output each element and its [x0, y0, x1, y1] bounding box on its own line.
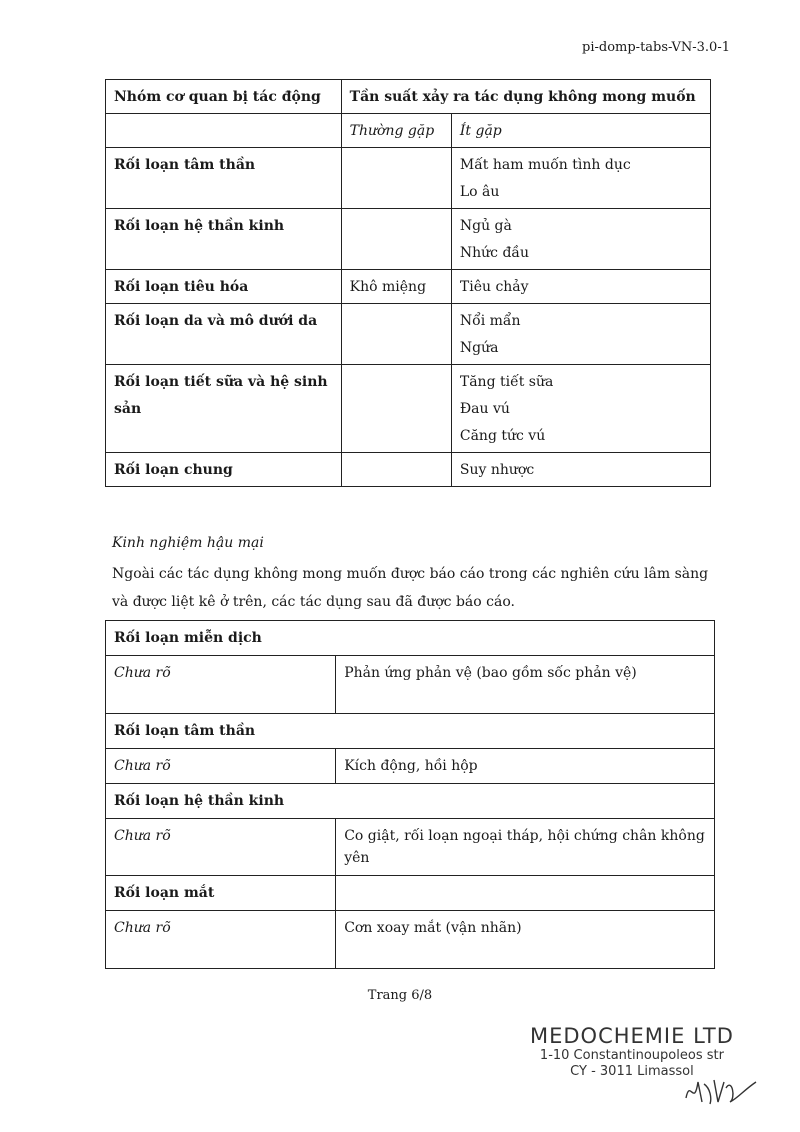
uncommon-cell: [451, 365, 710, 453]
group-title: Rối loạn hệ thần kinh: [106, 784, 715, 819]
table-row: [106, 749, 715, 784]
subheader-common: Thường gặp: [341, 114, 451, 148]
effect-item: Tăng tiết sữa: [459, 374, 554, 390]
postmarketing-heading: Kinh nghiệm hậu mại: [112, 535, 264, 551]
table-row: [106, 365, 711, 453]
uncommon-cell: [451, 453, 710, 487]
frequency-cell: Chưa rõ: [106, 911, 336, 969]
stamp-company-name: MEDOCHEMIE LTD: [530, 1024, 734, 1048]
group-title-empty: [336, 876, 715, 911]
effect-item: Ngứa: [459, 340, 499, 356]
common-cell: [341, 148, 451, 209]
effect-item: Căng tức vú: [459, 428, 546, 444]
group-header-row: [106, 714, 715, 749]
signature-icon: [680, 1068, 760, 1113]
uncommon-cell: [451, 304, 710, 365]
subheader-uncommon: Ít gặp: [451, 114, 710, 148]
stamp-address-line-1: 1-10 Constantinoupoleos str: [539, 1048, 724, 1063]
table-row: [106, 270, 711, 304]
organ-cell: Rối loạn hệ thần kinh: [106, 209, 342, 270]
organ-cell: Rối loạn tâm thần: [106, 148, 342, 209]
effect-cell: Kích động, hồi hộp: [336, 749, 715, 784]
frequency-cell: Chưa rõ: [106, 749, 336, 784]
effect-item: Ngủ gà: [459, 218, 512, 234]
uncommon-cell: [451, 209, 710, 270]
group-header-row: [106, 784, 715, 819]
effect-item: Nhức đầu: [459, 245, 530, 261]
common-cell: [341, 304, 451, 365]
effect-item: Nổi mẩn: [459, 313, 521, 329]
uncommon-cell: [451, 148, 710, 209]
common-cell: Khô miệng: [341, 270, 451, 304]
group-title: Rối loạn tâm thần: [106, 714, 715, 749]
effect-item: Lo âu: [459, 184, 500, 200]
table-header-row: [106, 80, 711, 114]
table-row: [106, 656, 715, 714]
frequency-cell: Chưa rõ: [106, 656, 336, 714]
table-subheader-row: [106, 114, 711, 148]
table-row: [106, 304, 711, 365]
effect-item: Mất ham muốn tình dục: [459, 157, 631, 173]
organ-cell: Rối loạn tiết sữa và hệ sinh sản: [106, 365, 342, 453]
document-id: pi-domp-tabs-VN-3.0-1: [582, 40, 730, 55]
common-cell: [341, 453, 451, 487]
organ-cell: Rối loạn tiêu hóa: [106, 270, 342, 304]
organ-cell: Rối loạn da và mô dưới da: [106, 304, 342, 365]
group-title: Rối loạn miễn dịch: [106, 621, 715, 656]
header-frequency: Tần suất xảy ra tác dụng không mong muốn: [341, 80, 710, 114]
table-row: [106, 148, 711, 209]
uncommon-cell: [451, 270, 710, 304]
common-cell: [341, 209, 451, 270]
common-cell: [341, 365, 451, 453]
organ-cell: Rối loạn chung: [106, 453, 342, 487]
stamp-address-line-2: CY - 3011 Limassol: [570, 1064, 694, 1079]
table-row: [106, 209, 711, 270]
header-organ-group: Nhóm cơ quan bị tác động: [106, 80, 342, 114]
adverse-effects-table: [105, 79, 711, 487]
frequency-cell: Chưa rõ: [106, 819, 336, 876]
table-row: [106, 911, 715, 969]
effect-item: Suy nhược: [459, 462, 535, 478]
postmarketing-paragraph: Ngoài các tác dụng không mong muốn được báo cáo trong các nghiên cứu lâm sàng và được liệt kê ở trên, các tác dụng sau đã được báo cáo.: [112, 566, 709, 610]
effect-cell: Co giật, rối loạn ngoại tháp, hội chứng chân không yên: [336, 819, 715, 876]
table-row: [106, 819, 715, 876]
effect-item: Tiêu chảy: [459, 279, 529, 295]
table-row: [106, 453, 711, 487]
group-title: Rối loạn mắt: [106, 876, 336, 911]
page-number: Trang 6/8: [367, 988, 433, 1003]
group-header-row: [106, 621, 715, 656]
subheader-empty: [106, 114, 342, 148]
effect-cell: Cơn xoay mắt (vận nhãn): [336, 911, 715, 969]
group-header-row: [106, 876, 715, 911]
effect-cell: Phản ứng phản vệ (bao gồm sốc phản vệ): [336, 656, 715, 714]
effect-item: Đau vú: [459, 401, 510, 417]
postmarketing-table: [105, 620, 715, 969]
